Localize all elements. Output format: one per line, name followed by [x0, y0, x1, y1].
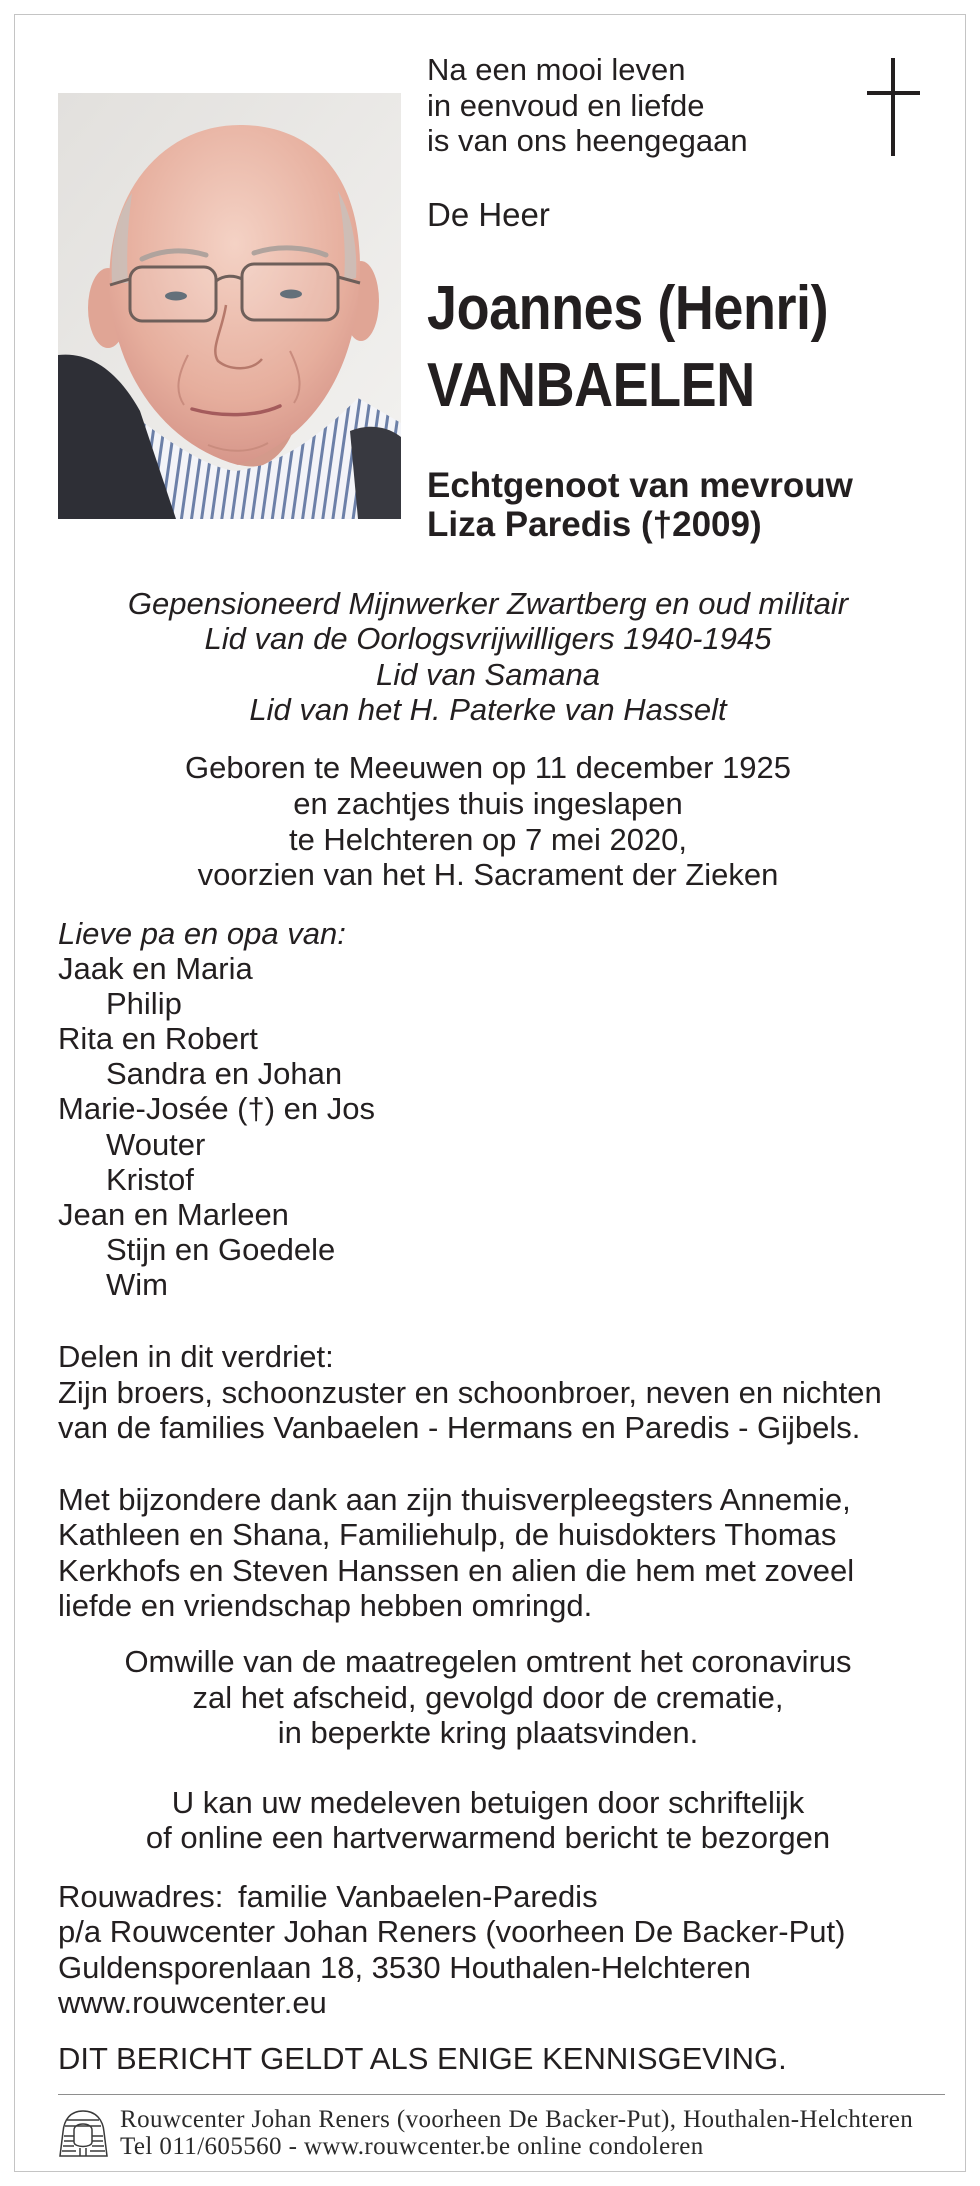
birth-death-details — [58, 750, 918, 893]
funeral-home-footer — [120, 2107, 913, 2160]
family-grandchild: Kristof — [106, 1161, 194, 1197]
grief-heading: Delen in dit verdriet: — [58, 1339, 334, 1374]
membership-line: Lid van het H. Paterke van Hasselt — [249, 691, 727, 727]
sole-notice-statement: DIT BERICHT GELDT ALS ENIGE KENNISGEVING. — [58, 2041, 787, 2076]
salutation: De Heer — [427, 196, 550, 233]
family-couple: Marie-Josée (†) en Jos — [58, 1091, 376, 1127]
membership-line: Lid van de Oorlogsvrijwilligers 1940-1945 — [204, 621, 772, 657]
family-heading: Lieve pa en opa van: — [58, 916, 346, 951]
grief-line: van de families Vanbaelen - Hermans en Paredis - Gijbels. — [58, 1410, 861, 1445]
funeral-home-logo-icon — [58, 2108, 109, 2161]
intro-line: is van ons heengegaan — [427, 123, 748, 158]
cross-icon — [867, 58, 920, 156]
intro-line: in eenvoud en liefde — [427, 87, 705, 123]
footer-divider — [58, 2094, 945, 2095]
cross-vertical-bar — [891, 58, 895, 156]
family-grandchild: Sandra en Johan — [106, 1056, 343, 1092]
address-website: www.rouwcenter.eu — [58, 1984, 327, 2020]
cross-horizontal-bar — [867, 91, 920, 95]
deceased-first-name: Joannes (Henri) — [427, 274, 829, 343]
life-line: te Helchteren op 7 mei 2020, — [288, 821, 688, 857]
deceased-last-name: VANBAELEN — [427, 351, 755, 420]
family-list — [58, 916, 375, 1302]
intro-line: Na een mooi leven — [427, 52, 686, 87]
address-family-name: familie Vanbaelen-Paredis — [238, 1879, 598, 1914]
address-line: Guldensporenlaan 18, 3530 Houthalen-Helchteren — [58, 1949, 751, 1985]
sharing-grief — [58, 1339, 882, 1446]
farewell-line: in beperkte kring plaatsvinden. — [277, 1715, 699, 1750]
spouse-line: Echtgenoot van mevrouw — [427, 466, 853, 505]
family-couple: Jaak en Maria — [58, 951, 253, 987]
family-grandchild: Philip — [106, 986, 182, 1022]
condolence-instructions — [58, 1785, 918, 1855]
thanks-line: Kathleen en Shana, Familiehulp, de huisdokters Thomas — [58, 1517, 837, 1553]
family-grandchild: Wim — [106, 1266, 168, 1302]
thanks-paragraph — [58, 1482, 854, 1623]
portrait-jacket-right — [350, 427, 401, 519]
life-line: voorzien van het H. Sacrament der Zieken — [197, 857, 779, 893]
thanks-line: Kerkhofs en Steven Hanssen en alien die hem met zoveel — [58, 1552, 855, 1588]
spouse-line: Liza Paredis (†2009) — [427, 505, 762, 544]
spouse-info — [427, 466, 853, 544]
address-first-row — [58, 1879, 845, 1914]
thanks-line: liefde en vriendschap hebben omringd. — [58, 1587, 593, 1623]
family-couple: Jean en Marleen — [58, 1196, 289, 1232]
grief-line: Zijn broers, schoonzuster en schoonbroer, neven en nichten — [58, 1374, 882, 1410]
membership-line: Lid van Samana — [375, 656, 601, 692]
address-line: p/a Rouwcenter Johan Reners (voorheen De Backer-Put) — [58, 1914, 846, 1950]
membership-line: Gepensioneerd Mijnwerker Zwartberg en oud militair — [127, 586, 849, 621]
life-line: en zachtjes thuis ingeslapen — [293, 785, 683, 821]
thanks-line: Met bijzondere dank aan zijn thuisverpleegsters Annemie, — [58, 1482, 851, 1517]
condolence-line: of online een hartverwarmend bericht te bezorgen — [145, 1820, 831, 1855]
family-grandchild: Stijn en Goedele — [106, 1231, 336, 1267]
farewell-line: zal het afscheid, gevolgd door de crematie, — [192, 1679, 784, 1715]
life-line: Geboren te Meeuwen op 11 december 1925 — [184, 750, 792, 785]
intro-verse — [427, 52, 748, 159]
farewell-line: Omwille van de maatregelen omtrent het coronavirus — [124, 1644, 852, 1679]
footer-line-name: Rouwcenter Johan Reners (voorheen De Backer-Put), Houthalen-Helchteren — [120, 2106, 914, 2133]
memberships — [58, 586, 918, 727]
mourning-address — [58, 1879, 845, 2020]
deceased-portrait-photo — [58, 93, 401, 519]
farewell-arrangements — [58, 1644, 918, 1751]
footer-line-contact: Tel 011/605560 - www.rouwcenter.be online condoleren — [120, 2132, 704, 2160]
family-grandchild: Wouter — [106, 1126, 206, 1162]
deceased-name — [427, 270, 888, 424]
address-label: Rouwadres: — [58, 1879, 224, 1914]
condolence-line: U kan uw medeleven betuigen door schriftelijk — [171, 1785, 805, 1820]
family-couple: Rita en Robert — [58, 1021, 258, 1057]
